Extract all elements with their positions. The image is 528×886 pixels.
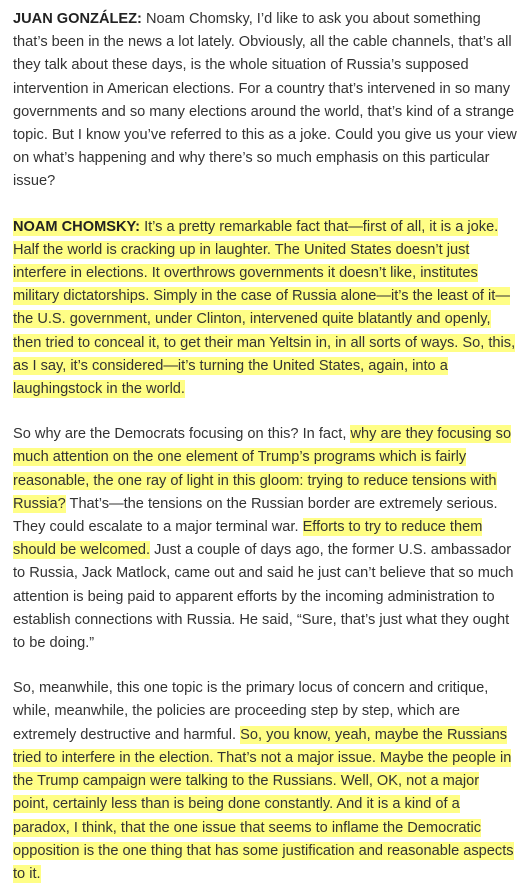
highlighted-text: It’s a pretty remarkable fact that—first of all, it is a joke. Half the world is cracking up in laughter. The United States doesn’t just interfere in elections. It overthrows governments it doesn’t like, institutes military dictatorships. Simply in the case of Russia alone—it’s the least of it—the U.S. government, under Clinton, intervened quite blatantly and openly, then tried to conceal it, to get their man Yeltsin in, in all sorts of ways. So, this, as I say, it’s considered—it’s turning the United States, again, into a laughingstock in the world. <box>13 218 516 398</box>
highlighted-text: why are they focusing so much attention on the one element of Trump’s programs which is fairly reasonable, the one ray of light in this gloom: trying to reduce tensions with Russia? <box>13 426 512 512</box>
paragraph-text: That’s—the tensions on the Russian border are extremely serious. They could escalate to a major terminal war. <box>13 495 498 536</box>
paragraph-text: Noam Chomsky, I’d like to ask you about something that’s been in the news a lot lately. Obviously, all the cable channels, that’s all they talk about these days, is the whole situation of Russia’s supposed intervention in American elections. For a country that’s intervened in so many governments and so many elections around the world, that’s kind of a strange topic. But I know you’ve referred to this as a joke. Could you give us your view on what’s happening and why there’s so much emphasis on this particular issue? <box>13 11 517 190</box>
speaker-label: JUAN GONZÁLEZ: <box>13 11 142 27</box>
paragraph-meanwhile <box>13 677 518 886</box>
highlighted-text: So, you know, yeah, maybe the Russians tried to interfere in the election. That’s not a major issue. Maybe the people in the Trump campaign were talking to the Russians. Well, OK, not a major point, certainly less than is being done constantly. And it is a kind of a paradox, I think, that the one issue that seems to inflame the Democratic opposition is the one thing that has some justification and reasonable aspects to it. <box>13 726 514 882</box>
paragraph-text: So, meanwhile, this one topic is the primary locus of concern and critique, while, meanwhile, the policies are proceeding step by step, which are extremely destructive and harmful. <box>13 680 489 743</box>
paragraph-gonzalez-question <box>13 8 518 194</box>
paragraph-democrats-focus <box>13 423 518 655</box>
paragraph-chomsky-answer <box>13 216 518 402</box>
paragraph-text: So why are the Democrats focusing on this? In fact, <box>13 426 351 443</box>
highlighted-text: Efforts to try to reduce them should be welcomed. <box>13 519 483 559</box>
paragraph-text: Just a couple of days ago, the former U.S. ambassador to Russia, Jack Matlock, came out and said he just can’t believe that so much attention is being paid to apparent efforts by the incoming administration to establish connections with Russia. He said, “Sure, that’s just what they ought to be doing.” <box>13 542 514 652</box>
speaker-label: NOAM CHOMSKY: <box>13 218 141 235</box>
